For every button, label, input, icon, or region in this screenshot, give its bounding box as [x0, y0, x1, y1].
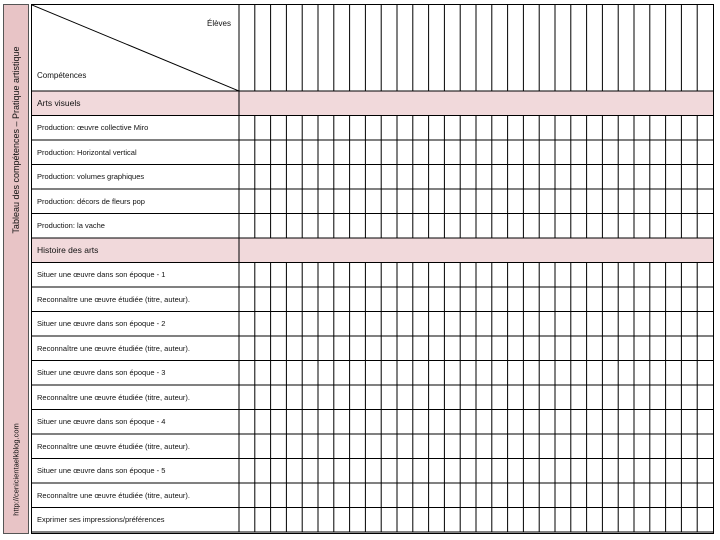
sidebar-url: http://cenicientaelkblog.com — [11, 423, 21, 516]
table-header-cell — [32, 5, 239, 91]
skill-row-label: Reconnaître une œuvre étudiée (titre, auteur). — [37, 343, 190, 353]
skill-row-label: Situer une œuvre dans son époque - 4 — [37, 417, 166, 427]
skill-row-label: Situer une œuvre dans son époque - 3 — [37, 368, 166, 378]
skill-row-label: Production: Horizontal vertical — [37, 147, 137, 157]
skill-row-label: Reconnaître une œuvre étudiée (titre, auteur). — [37, 294, 190, 304]
sidebar-title: Tableau des compétences – Pratique artistique — [11, 46, 21, 234]
skill-row-label: Production: décors de fleurs pop — [37, 196, 145, 206]
skill-row-label: Exprimer ses impressions/préférences — [37, 515, 165, 525]
skill-row-label: Reconnaître une œuvre étudiée (titre, auteur). — [37, 490, 190, 500]
section-header: Histoire des arts — [37, 245, 99, 256]
section-header: Arts visuels — [37, 98, 81, 109]
skill-row-label: Reconnaître une œuvre étudiée (titre, auteur). — [37, 392, 190, 402]
skills-header-label: Compétences — [37, 71, 87, 80]
skill-row-label: Reconnaître une œuvre étudiée (titre, auteur). — [37, 441, 190, 451]
students-header-label: Élèves — [206, 19, 231, 28]
sidebar — [3, 4, 29, 534]
skill-row-label: Production: la vache — [37, 221, 105, 231]
skill-row-label: Production: volumes graphiques — [37, 172, 145, 182]
skill-row-label: Situer une œuvre dans son époque - 5 — [37, 466, 166, 476]
skill-row-label: Production: œuvre collective Miro — [37, 123, 149, 133]
skill-row-label: Situer une œuvre dans son époque - 2 — [37, 319, 166, 329]
skills-table — [31, 4, 714, 534]
skill-row-label: Situer une œuvre dans son époque - 1 — [37, 270, 166, 280]
